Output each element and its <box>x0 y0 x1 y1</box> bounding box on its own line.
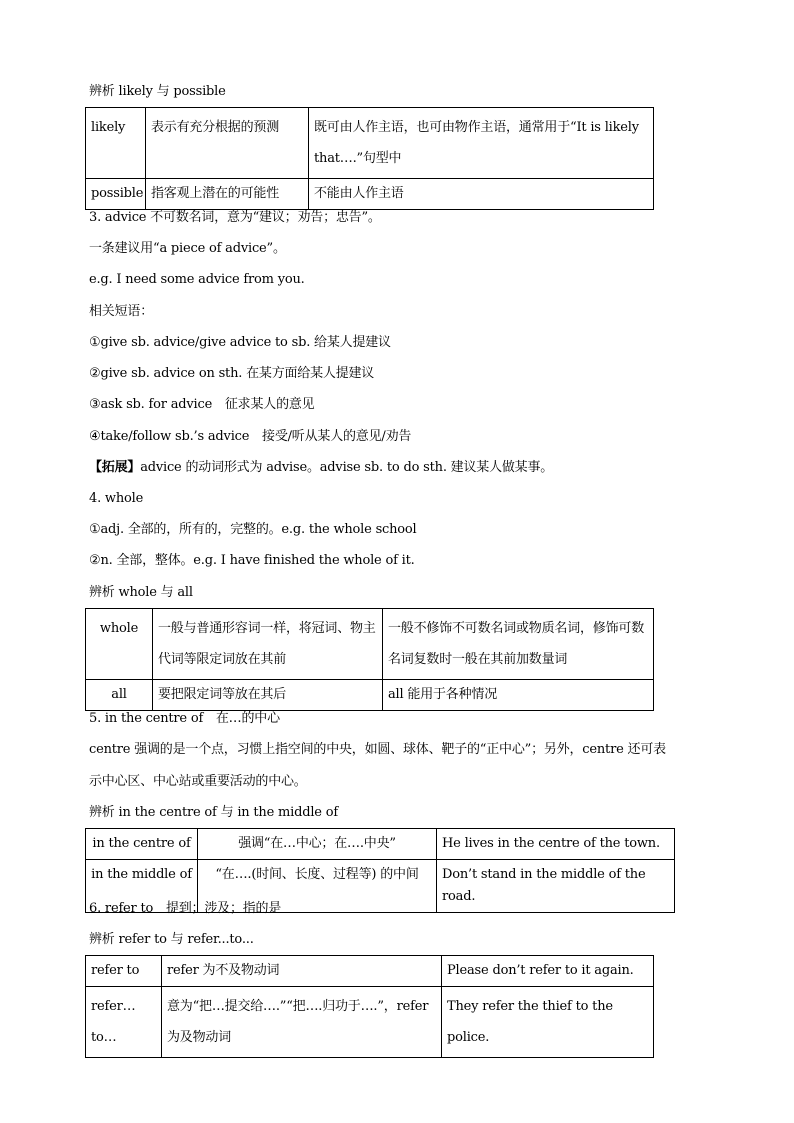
advice-phrase: ②give sb. advice on sth. 在某方面给某人提建议 <box>89 366 375 381</box>
table-cell: in the middle of <box>86 860 198 913</box>
table-cell: likely <box>86 108 146 179</box>
table-cell: in the centre of <box>86 829 198 860</box>
table-cell: refer to <box>86 956 162 987</box>
table-row <box>86 108 654 179</box>
extension-text: advice 的动词形式为 advise。advise sb. to do sth. 建议某人做某事。 <box>140 460 554 475</box>
centre-title: 5. in the centre of 在…的中心 <box>89 711 280 726</box>
table-likely-possible <box>85 107 654 210</box>
advice-phrase: ③ask sb. for advice 征求某人的意见 <box>89 397 315 412</box>
table-row <box>86 829 675 860</box>
advice-example: e.g. I need some advice from you. <box>89 272 305 287</box>
extension-label: 【拓展】 <box>89 460 141 475</box>
table-cell: refer…to… <box>86 987 162 1058</box>
table-cell: all 能用于各种情况 <box>383 680 654 711</box>
table-cell: possible <box>86 179 146 210</box>
table-cell: Please don’t refer to it again. <box>442 956 654 987</box>
table-refer <box>85 955 654 1058</box>
advice-phrases-heading: 相关短语： <box>89 304 154 319</box>
advice-phrase: ①give sb. advice/give advice to sb. 给某人提建议 <box>89 335 391 350</box>
table-cell: 表示有充分根据的预测 <box>146 108 309 179</box>
heading-likely-possible: 辨析 likely 与 possible <box>89 84 226 99</box>
table-cell: They refer the thief to the police. <box>442 987 654 1058</box>
whole-noun: ②n. 全部，整体。e.g. I have finished the whole of it. <box>89 553 415 568</box>
advice-extension <box>89 459 553 477</box>
advice-title: 3. advice 不可数名词，意为“建议；劝告；忠告”。 <box>89 210 381 225</box>
table-cell: 不能由人作主语 <box>309 179 654 210</box>
table-row <box>86 956 654 987</box>
table-cell: “在….(时间、长度、过程等) 的中间 <box>198 860 437 913</box>
table-cell: He lives in the centre of the town. <box>437 829 675 860</box>
table-row <box>86 987 654 1058</box>
table-whole-all <box>85 608 654 711</box>
heading-centre-middle: 辨析 in the centre of 与 in the middle of <box>89 805 338 820</box>
table-cell: refer 为不及物动词 <box>162 956 442 987</box>
whole-title: 4. whole <box>89 491 144 506</box>
table-cell: 既可由人作主语，也可由物作主语，通常用于“It is likely that….”句型中 <box>309 108 654 179</box>
table-row <box>86 179 654 210</box>
heading-refer: 辨析 refer to 与 refer...to... <box>89 932 254 947</box>
heading-whole-all: 辨析 whole 与 all <box>89 585 193 600</box>
table-cell: all <box>86 680 153 711</box>
table-row <box>86 680 654 711</box>
advice-piece: 一条建议用“a piece of advice”。 <box>89 241 286 256</box>
table-cell: 一般与普通形容词一样，将冠词、物主代词等限定词放在其前 <box>153 609 383 680</box>
table-cell: Don’t stand in the middle of the road. <box>437 860 675 913</box>
table-cell: 意为“把…提交给….”“把….归功于….”，refer 为及物动词 <box>162 987 442 1058</box>
advice-phrase: ④take/follow sb.’s advice 接受/听从某人的意见/劝告 <box>89 429 412 444</box>
table-cell: 要把限定词等放在其后 <box>153 680 383 711</box>
whole-adj: ①adj. 全部的，所有的，完整的。e.g. the whole school <box>89 522 417 537</box>
table-cell: 指客观上潜在的可能性 <box>146 179 309 210</box>
table-cell: whole <box>86 609 153 680</box>
centre-paragraph-line: centre 强调的是一个点，习惯上指空间的中央，如圆、球体、靶子的“正中心”；另外，centre 还可表 <box>89 742 666 757</box>
centre-paragraph-line: 示中心区、中心站或重要活动的中心。 <box>89 774 307 789</box>
refer-title: 6. refer to 提到；涉及；指的是 <box>89 901 282 916</box>
table-cell: 强调“在…中心；在….中央” <box>198 829 437 860</box>
table-cell: 一般不修饰不可数名词或物质名词，修饰可数名词复数时一般在其前加数量词 <box>383 609 654 680</box>
table-row <box>86 609 654 680</box>
